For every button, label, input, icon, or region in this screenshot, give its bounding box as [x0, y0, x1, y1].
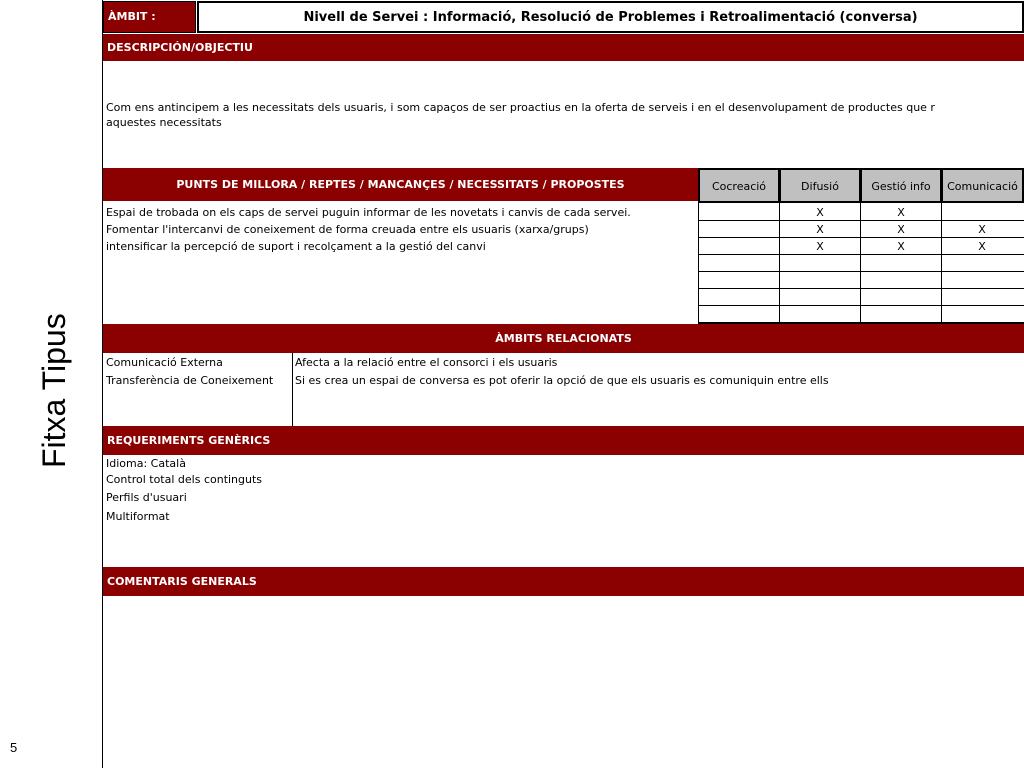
requirement-item: Perfils d'usuari [106, 491, 187, 504]
related-divider [292, 353, 293, 426]
mark-r3-comunicacio: X [978, 240, 986, 253]
requirements-header: REQUERIMENTS GENÈRICS [103, 426, 1024, 455]
mark-r1-difusio: X [816, 206, 824, 219]
mark-r3-difusio: X [816, 240, 824, 253]
requirement-item: Idioma: Català [106, 457, 186, 470]
related-desc-2: Si es crea un espai de conversa es pot oferir la opció de que els usuaris es comuniquin entre ells [295, 374, 829, 387]
improvement-row-2: Fomentar l'intercanvi de coneixement de forma creuada entre els usuaris (xarxa/grups) [106, 223, 589, 236]
mark-r2-gestio-info: X [897, 223, 905, 236]
related-name-1: Comunicació Externa [106, 356, 223, 369]
mark-r2-comunicacio: X [978, 223, 986, 236]
improvement-row-1: Espai de trobada on els caps de servei puguin informar de les novetats i canvis de cada servei. [106, 206, 631, 219]
improvement-row-3: intensificar la percepció de suport i recolçament a la gestió del canvi [106, 240, 486, 253]
page-number: 5 [10, 740, 18, 755]
column-header-gestio-info: Gestió info [860, 168, 942, 203]
mark-r2-difusio: X [816, 223, 824, 236]
improvements-header: PUNTS DE MILLORA / REPTES / MANCANÇES / NECESSITATS / PROPOSTES [103, 168, 698, 201]
related-desc-1: Afecta a la relació entre el consorci i els usuaris [295, 356, 558, 369]
column-header-cocreacio: Cocreació [698, 168, 780, 203]
column-header-difusio: Difusió [779, 168, 861, 203]
requirement-item: Multiformat [106, 510, 170, 523]
ambit-title: Nivell de Servei : Informació, Resolució de Problemes i Retroalimentació (conversa) [197, 1, 1024, 33]
grid-hline [698, 305, 1024, 306]
description-line-2: aquestes necessitats [106, 116, 222, 129]
description-line-1: Com ens antincipem a les necessitats dels usuaris, i som capaços de ser proactius en la oferta de serveis i en el desenvolupament de productes que r [106, 101, 935, 114]
related-header: ÀMBITS RELACIONATS [103, 324, 1024, 353]
ambit-label: ÀMBIT : [103, 1, 196, 33]
column-header-comunicacio: Comunicació [941, 168, 1024, 203]
description-header: DESCRIPCIÓN/OBJECTIU [103, 34, 1024, 61]
related-name-2: Transferència de Coneixement [106, 374, 274, 387]
improvements-grid [698, 203, 1024, 324]
grid-hline [698, 271, 1024, 272]
side-title: Fitxa Tipus [36, 313, 72, 468]
mark-r3-gestio-info: X [897, 240, 905, 253]
comments-header: COMENTARIS GENERALS [103, 567, 1024, 596]
grid-hline [698, 288, 1024, 289]
mark-r1-gestio-info: X [897, 206, 905, 219]
requirement-item: Control total dels continguts [106, 473, 263, 486]
